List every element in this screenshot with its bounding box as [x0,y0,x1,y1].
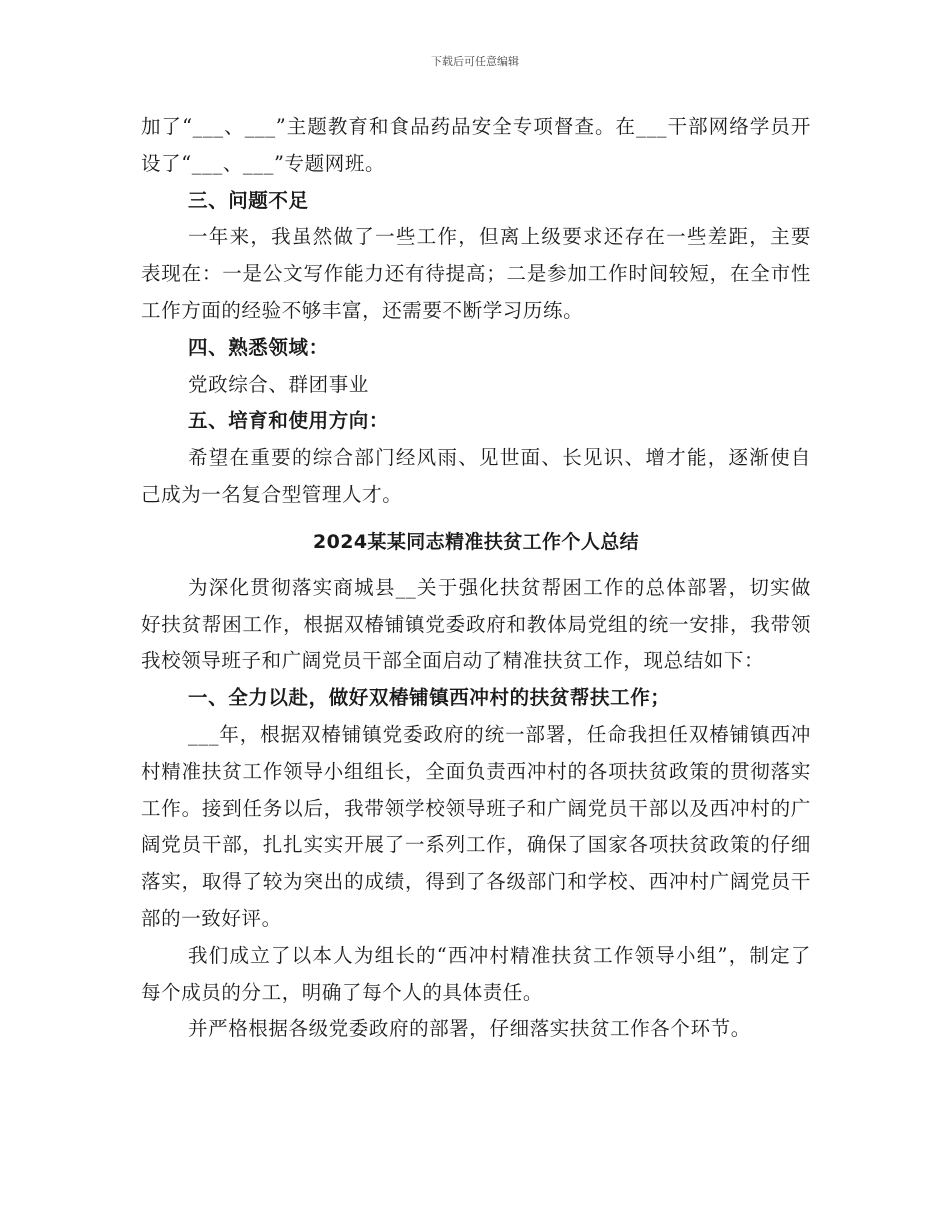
paragraph-poverty-work: ___年，根据双椿铺镇党委政府的统一部署，任命我担任双椿铺镇西冲村精准扶贫工作领导小组组长，全面负责西冲村的各项扶贫政策的贯彻落实工作。接到任务以后，我带领学校领导班子和广阔党员干部以及西冲村的广阔党员干部，扎扎实实开展了一系列工作，确保了国家各项扶贫政策的仔细落实，取得了较为突出的成绩，得到了各级部门和学校、西冲村广阔党员干部的一致好评。 [141,722,811,930]
paragraph-intro: 为深化贯彻落实商城县__关于强化扶贫帮困工作的总体部署，切实做好扶贫帮困工作，根据双椿铺镇党委政府和教体局党组的统一安排，我带领我校领导班子和广阔党员干部全面启动了精准扶贫工作，现总结如下： [141,575,811,673]
paragraph-problems: 一年来，我虽然做了一些工作，但离上级要求还存在一些差距，主要表现在：一是公文写作能力还有待提高；二是参加工作时间较短，在全市性工作方面的经验不够丰富，还需要不断学习历练。 [141,225,811,322]
paragraph-development-direction: 希望在重要的综合部门经风雨、见世面、长见识、增才能，逐渐使自己成为一名复合型管理人才。 [141,446,811,506]
section-heading-familiar-fields: 四、熟悉领域： [188,335,329,359]
section-heading-problems: 三、问题不足 [188,188,309,212]
article-title: 2024某某同志精准扶贫工作个人总结 [312,530,640,553]
paragraph-implementation: 并严格根据各级党委政府的部署，仔细落实扶贫工作各个环节。 [188,1017,751,1041]
paragraph-continuation: 加了“___、___”主题教育和食品药品安全专项督查。在___干部网络学员开设了“___、___”专题网班。 [141,115,811,175]
document-body [141,109,811,1048]
paragraph-familiar-fields: 党政综合、群团事业 [188,372,369,396]
section-heading-development-direction: 五、培育和使用方向： [188,409,390,433]
header-note: 下载后可任意编辑 [431,55,519,68]
section-heading-poverty-work: 一、全力以赴，做好双椿铺镇西冲村的扶贫帮扶工作； [188,686,671,710]
paragraph-leading-group: 我们成立了以本人为组长的“西冲村精准扶贫工作领导小组”，制定了每个成员的分工，明确了每个人的具体责任。 [141,943,811,1004]
